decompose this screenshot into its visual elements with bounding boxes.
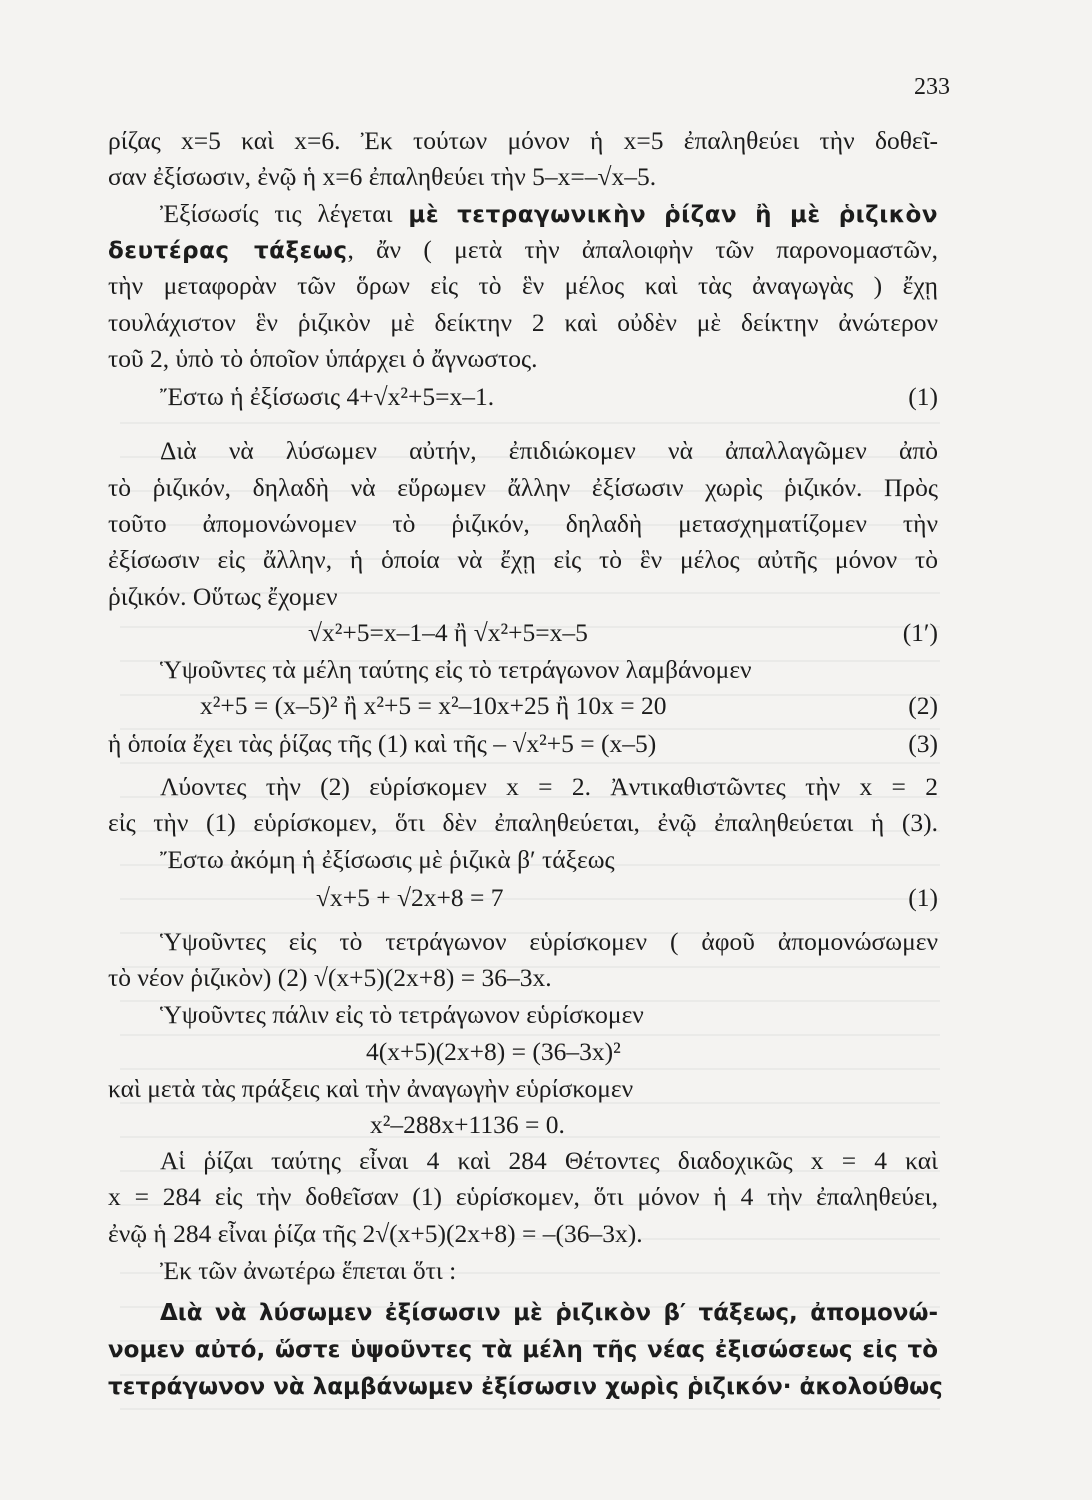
equation-number: (1) [908,883,938,912]
equation-number: (3) [908,729,938,758]
text-span: , ἄν ( μετὰ τὴν ἀπαλοιφὴν τῶν παρονομαστῶν, [347,235,938,264]
equation: Ἔστω ἡ ἐξίσωσις 4+√x²+5=x–1. [160,382,495,411]
text-line: τοῦ 2, ὑπὸ τὸ ὁποῖον ὑπάρχει ὁ ἄγνωστος. [108,344,538,373]
equation-number: (1) [908,382,938,411]
emphasis-span: μὲ τετραγωνικὴν ῥίζαν ἢ μὲ ῥιζικὸν [408,202,938,228]
emphasis-span: δευτέρας τάξεως [108,238,348,264]
text-line: ῥιζικόν. Οὕτως ἔχομεν [108,582,338,611]
text-line: Ὑψοῦντες εἰς τὸ τετράγωνον εὑρίσκομεν ( ἀφοῦ ἀπομονώσωμεν [160,927,938,956]
text-line: Λύοντες τὴν (2) εὑρίσκομεν x = 2. Ἀντικαθιστῶντες τὴν x = 2 [160,772,938,801]
text-line: ρίζας x=5 καὶ x=6. Ἐκ τούτων μόνον ἡ x=5 ἐπαληθεύει τὴν δοθεῖ- [108,126,938,155]
text-line: σαν ἐξίσωσιν, ἐνῷ ἡ x=6 ἐπαληθεύει τὴν 5–x=–√x–5. [108,162,657,191]
text-line: Ὑψοῦντες πάλιν εἰς τὸ τετράγωνον εὑρίσκομεν [160,1000,644,1029]
text-line: τοῦτο ἀπομονώνομεν τὸ ῥιζικόν, δηλαδὴ μετασχηματίζομεν τὴν [108,509,938,538]
page-number: 233 [914,74,950,100]
text-line: καὶ μετὰ τὰς πράξεις καὶ τὴν ἀναγωγὴν εὑρίσκομεν [108,1074,634,1103]
equation-line [160,382,938,412]
rule-line: Διὰ νὰ λύσωμεν ἐξίσωσιν μὲ ῥιζικὸν β′ τάξεως, ἀπομονώ- [160,1300,938,1326]
text-line: Ἐκ τῶν ἀνωτέρω ἕπεται ὅτι : [160,1256,457,1285]
equation-line [108,729,938,759]
text-line: εἰς τὴν (1) εὑρίσκομεν, ὅτι δὲν ἐπαληθεύεται, ἐνῷ ἐπαληθεύεται ἡ (3). [108,808,938,837]
equation-text: 4(x+5)(2x+8) = (36–3x)² [366,1037,621,1066]
equation: √x+5 + √2x+8 = 7 [316,883,504,912]
text-line: x = 284 εἰς τὴν δοθεῖσαν (1) εὑρίσκομεν, ὅτι μόνον ἡ 4 τὴν ἐπαληθεύει, [108,1182,938,1211]
rule-line: νομεν αὐτό, ὥστε ὑψοῦντες τὰ μέλη τῆς νέας ἐξισώσεως εἰς τὸ [108,1337,938,1363]
equation: ἡ ὁποία ἔχει τὰς ῥίζας τῆς (1) καὶ τῆς – √x²+5 = (x–5) [108,729,657,758]
text-line: ἐξίσωσιν εἰς ἄλλην, ἡ ὁποία νὰ ἔχῃ εἰς τὸ ἓν μέλος αὐτῆς μόνον τὸ [108,545,938,574]
text-line: Διὰ νὰ λύσωμεν αὐτήν, ἐπιδιώκομεν νὰ ἀπαλλαγῶμεν ἀπὸ [160,436,938,465]
equation: x²+5 = (x–5)² ἢ x²+5 = x²–10x+25 ἢ 10x = 20 [200,691,667,720]
text-line: Ἔστω ἀκόμη ἡ ἐξίσωσις μὲ ῥιζικὰ β′ τάξεως [160,845,615,874]
text-span: Ἐξίσωσίς τις λέγεται [160,199,409,228]
text-line: Ὑψοῦντες τὰ μέλη ταύτης εἰς τὸ τετράγωνον λαμβάνομεν [160,655,752,684]
text-line: τουλάχιστον ἓν ῥιζικὸν μὲ δείκτην 2 καὶ οὐδὲν μὲ δείκτην ἀνώτερον [108,308,938,337]
text-line: τὴν μεταφορὰν τῶν ὅρων εἰς τὸ ἓν μέλος καὶ τὰς ἀναγωγὰς ) ἔχῃ [108,271,938,300]
definition-line [108,235,938,266]
equation-number: (2) [908,691,938,720]
text-line: Αἱ ῥίζαι ταύτης εἶναι 4 καὶ 284 Θέτοντες διαδοχικῶς x = 4 καὶ [160,1146,938,1175]
rule-line: τετράγωνον νὰ λαμβάνωμεν ἐξίσωσιν χωρὶς ῥιζικόν· ἀκολούθως [108,1374,943,1400]
text-line: ἐνῷ ἡ 284 εἶναι ῥίζα τῆς 2√(x+5)(2x+8) = –(36–3x). [108,1219,643,1248]
equation-text: x²–288x+1136 = 0. [370,1110,565,1139]
equation: √x²+5=x–1–4 ἢ √x²+5=x–5 [308,618,588,647]
equation-number: (1′) [902,618,938,647]
text-line: τὸ ῥιζικόν, δηλαδὴ νὰ εὕρωμεν ἄλλην ἐξίσωσιν χωρὶς ῥιζικόν. Πρὸς [108,473,938,502]
definition-line [160,199,938,230]
text-line: τὸ νέον ῥιζικὸν) (2) √(x+5)(2x+8) = 36–3x. [108,963,552,992]
